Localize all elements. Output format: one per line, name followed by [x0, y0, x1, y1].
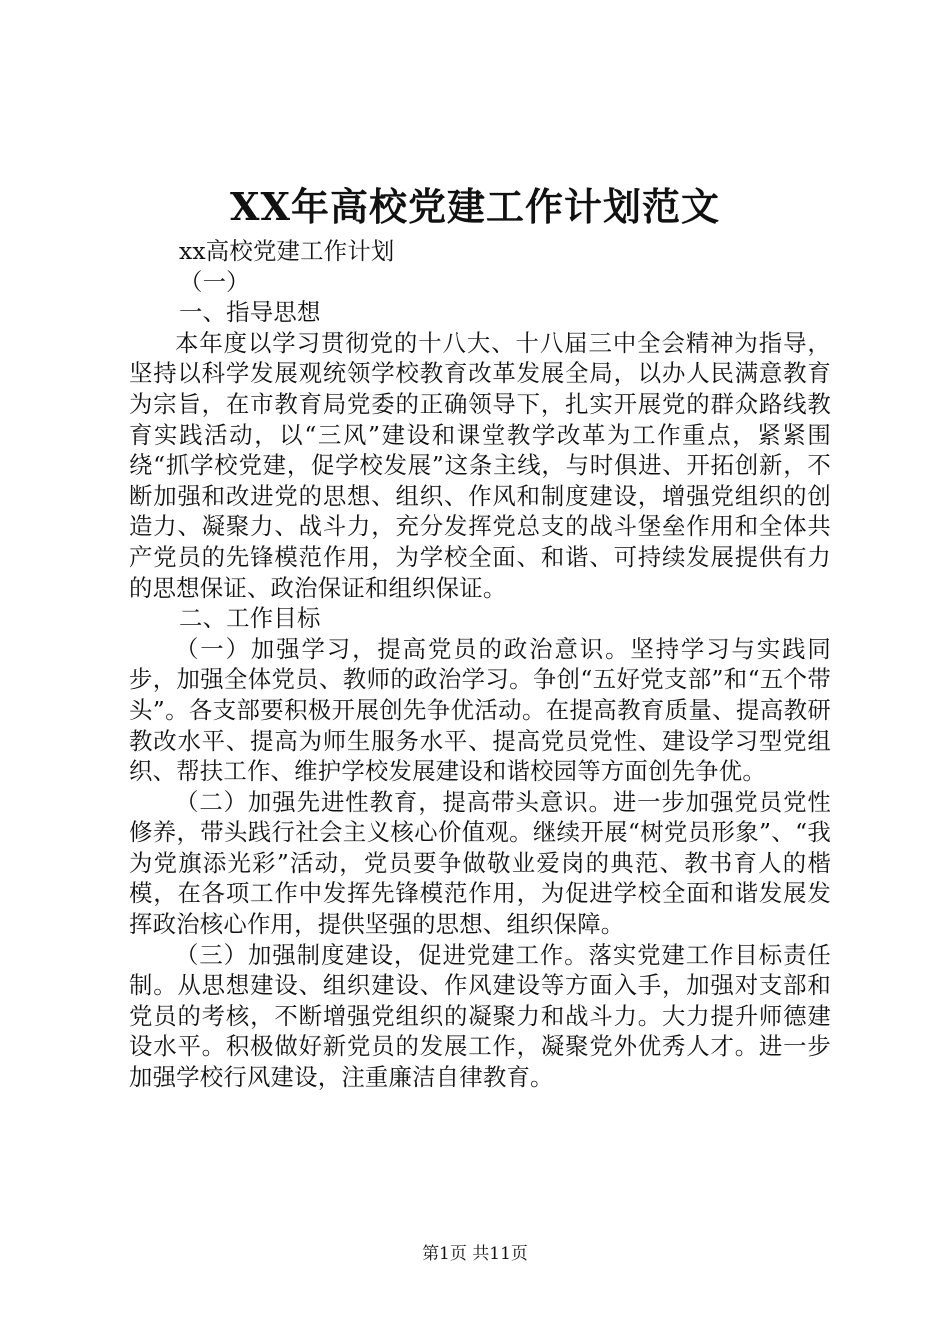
section-number-paragraph: （一） — [179, 267, 250, 296]
heading-guiding-ideology: 一、指导思想 — [179, 298, 321, 327]
document-title: XX年高校党建工作计划范文 — [230, 184, 720, 229]
body-paragraph: 本年度以学习贯彻党的十八大、十八届三中全会精神为指导，坚持以科学发展观统领学校教育改革发展全局，以办人民满意教育为宗旨，在市教育局党委的正确领导下，扎实开展党的群众路线教育实践活动，以“三风”建设和课堂教学改革为工作重点，紧紧围绕“抓学校党建，促学校发展”这条主线，与时俱进、开拓创新，不断加强和改进党的思想、组织、作风和制度建设，增强党组织的创造力、凝聚力、战斗力，充分发挥党总支的战斗堡垒作用和全体共产党员的先锋模范作用，为学校全面、和谐、可持续发展提供有力的思想保证、政治保证和组织保证。 — [129, 328, 831, 602]
body-paragraph: （二）加强先进性教育，提高带头意识。进一步加强党员党性修养，带头践行社会主义核心价值观。继续开展“树党员形象”、“我为党旗添光彩”活动，党员要争做敬业爱岗的典范、教书育人的楷模，在各项工作中发挥先锋模范作用，为促进学校全面和谐发展发挥政治核心作用，提供坚强的思想、组织保障。 — [129, 787, 831, 939]
body-paragraph: （三）加强制度建设，促进党建工作。落实党建工作目标责任制。从思想建设、组织建设、作风建设等方面入手，加强对支部和党员的考核，不断增强党组织的凝聚力和战斗力。大力提升师德建设水平。积极做好新党员的发展工作，凝聚党外优秀人才。进一步加强学校行风建设，注重廉洁自律教育。 — [129, 940, 831, 1092]
body-paragraph: （一）加强学习，提高党员的政治意识。坚持学习与实践同步，加强全体党员、教师的政治学习。争创“五好党支部”和“五个带头”。各支部要积极开展创先争优活动。在提高教育质量、提高教研教改水平、提高为师生服务水平、提高党员党性、建设学习型党组织、帮扶工作、维护学校发展建设和谐校园等方面创先争优。 — [129, 634, 831, 786]
document-body — [129, 236, 831, 1093]
subtitle-paragraph: xx高校党建工作计划 — [179, 237, 395, 265]
heading-work-goals: 二、工作目标 — [179, 604, 321, 633]
page-number-footer: 第1页 共11页 — [422, 1244, 528, 1264]
